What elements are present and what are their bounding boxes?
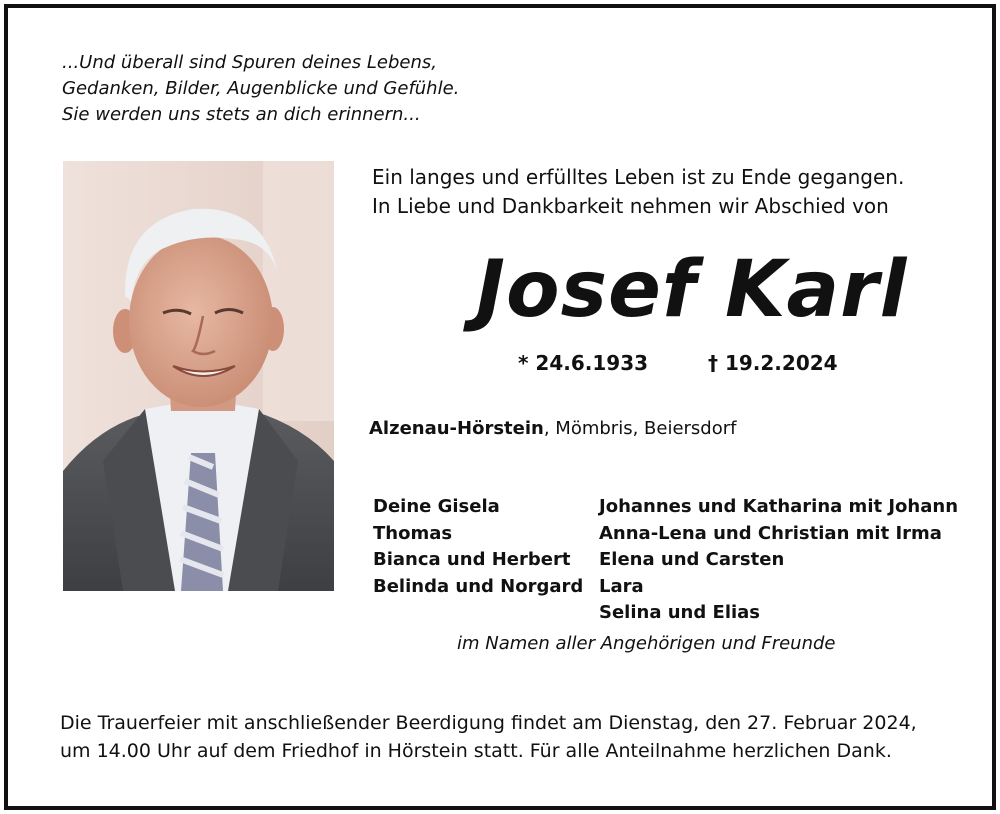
intro-line: In Liebe und Dankbarkeit nehmen wir Abschied von bbox=[372, 194, 889, 218]
places bbox=[369, 418, 736, 439]
family-member: Elena und Carsten bbox=[599, 549, 785, 570]
funeral-line: um 14.00 Uhr auf dem Friedhof in Hörstein statt. Für alle Anteilnahme herzlichen Dank. bbox=[60, 740, 892, 762]
poem bbox=[62, 50, 459, 128]
death-date: † 19.2.2024 bbox=[708, 351, 838, 375]
family-member: Deine Gisela bbox=[373, 496, 500, 517]
poem-line: Sie werden uns stets an dich erinnern... bbox=[62, 104, 421, 125]
funeral-notice bbox=[60, 709, 917, 765]
birth-date: * 24.6.1933 bbox=[518, 351, 649, 375]
behalf-line: im Namen aller Angehörigen und Freunde bbox=[457, 633, 836, 654]
family-member: Johannes und Katharina mit Johann bbox=[599, 496, 959, 517]
family-list-left bbox=[373, 494, 583, 600]
portrait-photo bbox=[63, 161, 334, 591]
family-member: Belinda und Norgard bbox=[373, 575, 584, 597]
place-others: , Mömbris, Beiersdorf bbox=[543, 418, 737, 439]
place-main: Alzenau-Hörstein bbox=[369, 418, 544, 439]
poem-line: ...Und überall sind Spuren deines Lebens, bbox=[62, 52, 437, 73]
family-list-right bbox=[599, 494, 958, 627]
poem-line: Gedanken, Bilder, Augenblicke und Gefühle. bbox=[62, 78, 460, 99]
family-member: Anna-Lena und Christian mit Irma bbox=[599, 522, 942, 544]
family-member: Lara bbox=[599, 575, 644, 597]
funeral-line: Die Trauerfeier mit anschließender Beerdigung findet am Dienstag, den 27. Februar 2024, bbox=[60, 712, 917, 734]
intro-line: Ein langes und erfülltes Leben ist zu Ende gegangen. bbox=[372, 165, 905, 189]
family-member: Selina und Elias bbox=[599, 602, 761, 623]
family-member: Bianca und Herbert bbox=[373, 549, 571, 570]
intro-text bbox=[372, 163, 904, 221]
family-member: Thomas bbox=[373, 522, 453, 544]
deceased-name: Josef Karl bbox=[476, 245, 908, 335]
